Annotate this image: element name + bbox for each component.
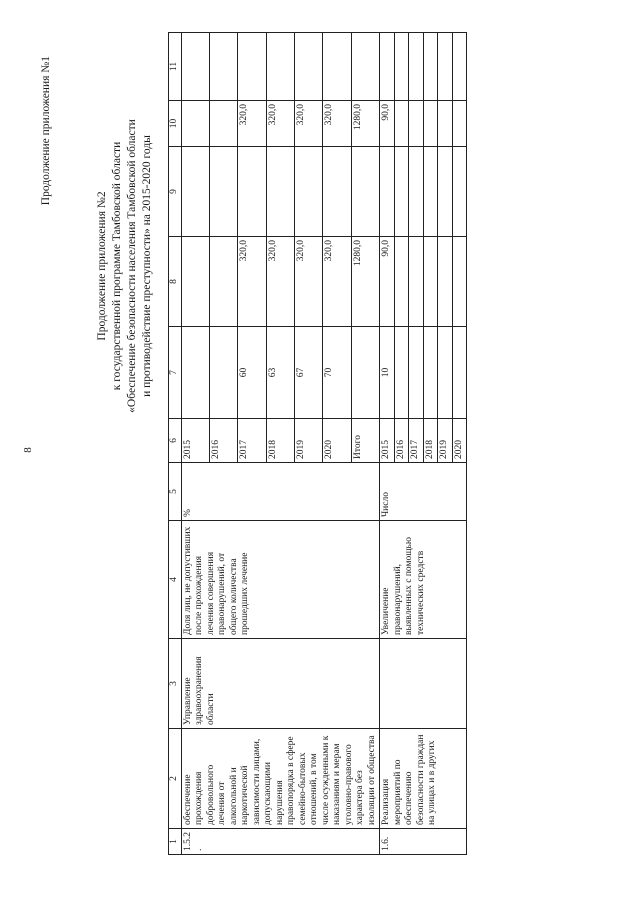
indicator-value — [423, 327, 438, 419]
federal-funding — [409, 147, 424, 237]
column-number: 10 — [169, 101, 182, 147]
federal-funding — [266, 147, 294, 237]
local-funding — [438, 33, 453, 101]
indicator-value — [394, 327, 409, 419]
indicator-value — [181, 327, 209, 419]
indicator-value: 67 — [294, 327, 322, 419]
column-number: 3 — [169, 639, 182, 729]
indicator-value — [452, 327, 467, 419]
total-funding: 320,0 — [294, 237, 322, 327]
year-cell: Итого — [351, 419, 379, 463]
indicator-value — [438, 327, 453, 419]
regional-funding: 320,0 — [266, 101, 294, 147]
column-number-row — [169, 33, 182, 855]
year-cell: 2016 — [209, 419, 237, 463]
federal-funding — [209, 147, 237, 237]
total-funding: 320,0 — [238, 237, 266, 327]
regional-funding: 320,0 — [323, 101, 351, 147]
total-funding: 320,0 — [323, 237, 351, 327]
activity-name: Реализация мероприятий по обеспечению безопасности граждан на улицах и в других — [380, 729, 467, 829]
document-header — [95, 56, 155, 476]
regional-funding: 1280,0 — [351, 101, 379, 147]
total-funding: 320,0 — [266, 237, 294, 327]
total-funding: 1280,0 — [351, 237, 379, 327]
table-row — [181, 33, 209, 855]
column-number: 7 — [169, 327, 182, 419]
indicator-value: 63 — [266, 327, 294, 419]
indicator-value — [351, 327, 379, 419]
year-cell: 2020 — [452, 419, 467, 463]
local-funding — [409, 33, 424, 101]
indicator-value: 10 — [380, 327, 395, 419]
year-cell: 2015 — [181, 419, 209, 463]
year-cell: 2017 — [238, 419, 266, 463]
column-number: 4 — [169, 521, 182, 639]
local-funding — [423, 33, 438, 101]
column-number: 6 — [169, 419, 182, 463]
local-funding — [351, 33, 379, 101]
year-cell: 2018 — [423, 419, 438, 463]
indicator-name: Увеличение правонарушений, выявленных с помощью технических средств — [380, 521, 467, 639]
federal-funding — [351, 147, 379, 237]
year-cell: 2019 — [294, 419, 322, 463]
total-funding — [209, 237, 237, 327]
year-cell: 2019 — [438, 419, 453, 463]
activity-name: обеспечение прохождения добровольного лечения от алкогольной и наркотической зависимости лицами, допускающими нарушения правопорядка в сфере семейно-бытовых отношений, в том числе осужденными к наказаниям и мерам уголовно-правового характера без изоляции от общества — [181, 729, 380, 829]
local-funding — [323, 33, 351, 101]
program-table-container — [168, 33, 467, 855]
header-line-2: к государственной программе Тамбовской области — [111, 141, 123, 391]
federal-funding — [181, 147, 209, 237]
local-funding — [266, 33, 294, 101]
column-number: 9 — [169, 147, 182, 237]
year-cell: 2016 — [394, 419, 409, 463]
regional-funding: 320,0 — [238, 101, 266, 147]
regional-funding — [452, 101, 467, 147]
regional-funding — [394, 101, 409, 147]
year-cell: 2020 — [323, 419, 351, 463]
total-funding: 90,0 — [380, 237, 395, 327]
regional-funding — [438, 101, 453, 147]
regional-funding: 320,0 — [294, 101, 322, 147]
total-funding — [438, 237, 453, 327]
indicator-name: Доля лиц, не допустивших после прохождения лечения совершения правонарушений, от общего количества прошедших лечение — [181, 521, 380, 639]
federal-funding — [438, 147, 453, 237]
column-number: 2 — [169, 729, 182, 829]
page-number: 8 — [22, 447, 34, 453]
regional-funding — [209, 101, 237, 147]
indicator-value — [409, 327, 424, 419]
local-funding — [380, 33, 395, 101]
item-number: 1.6. — [380, 829, 467, 855]
federal-funding — [294, 147, 322, 237]
local-funding — [238, 33, 266, 101]
local-funding — [294, 33, 322, 101]
column-number: 5 — [169, 463, 182, 521]
regional-funding — [181, 101, 209, 147]
federal-funding — [423, 147, 438, 237]
local-funding — [181, 33, 209, 101]
unit: Число — [380, 463, 467, 521]
regional-funding: 90,0 — [380, 101, 395, 147]
total-funding — [423, 237, 438, 327]
header-line-4: и противодействие преступности» на 2015-2020 годы — [141, 135, 153, 397]
executor — [380, 639, 467, 729]
federal-funding — [452, 147, 467, 237]
federal-funding — [394, 147, 409, 237]
local-funding — [209, 33, 237, 101]
total-funding — [394, 237, 409, 327]
column-number: 8 — [169, 237, 182, 327]
header-line-1: Продолжение приложения №2 — [96, 191, 108, 341]
indicator-value — [209, 327, 237, 419]
indicator-value: 60 — [238, 327, 266, 419]
column-number: 11 — [169, 33, 182, 101]
federal-funding — [238, 147, 266, 237]
local-funding — [452, 33, 467, 101]
year-cell: 2018 — [266, 419, 294, 463]
total-funding — [452, 237, 467, 327]
item-number: 1.5.2. — [181, 829, 380, 855]
column-number: 1 — [169, 829, 182, 855]
unit: % — [181, 463, 380, 521]
federal-funding — [380, 147, 395, 237]
federal-funding — [323, 147, 351, 237]
total-funding — [181, 237, 209, 327]
total-funding — [409, 237, 424, 327]
regional-funding — [423, 101, 438, 147]
continuation-note: Продолжение приложения №1 — [40, 56, 52, 206]
year-cell: 2017 — [409, 419, 424, 463]
program-table — [168, 32, 467, 855]
regional-funding — [409, 101, 424, 147]
local-funding — [394, 33, 409, 101]
indicator-value: 70 — [323, 327, 351, 419]
table-row — [380, 33, 395, 855]
executor: Управление здравоохранения области — [181, 639, 380, 729]
year-cell: 2015 — [380, 419, 395, 463]
header-line-3: «Обеспечение безопасности населения Тамбовской области — [126, 119, 138, 413]
